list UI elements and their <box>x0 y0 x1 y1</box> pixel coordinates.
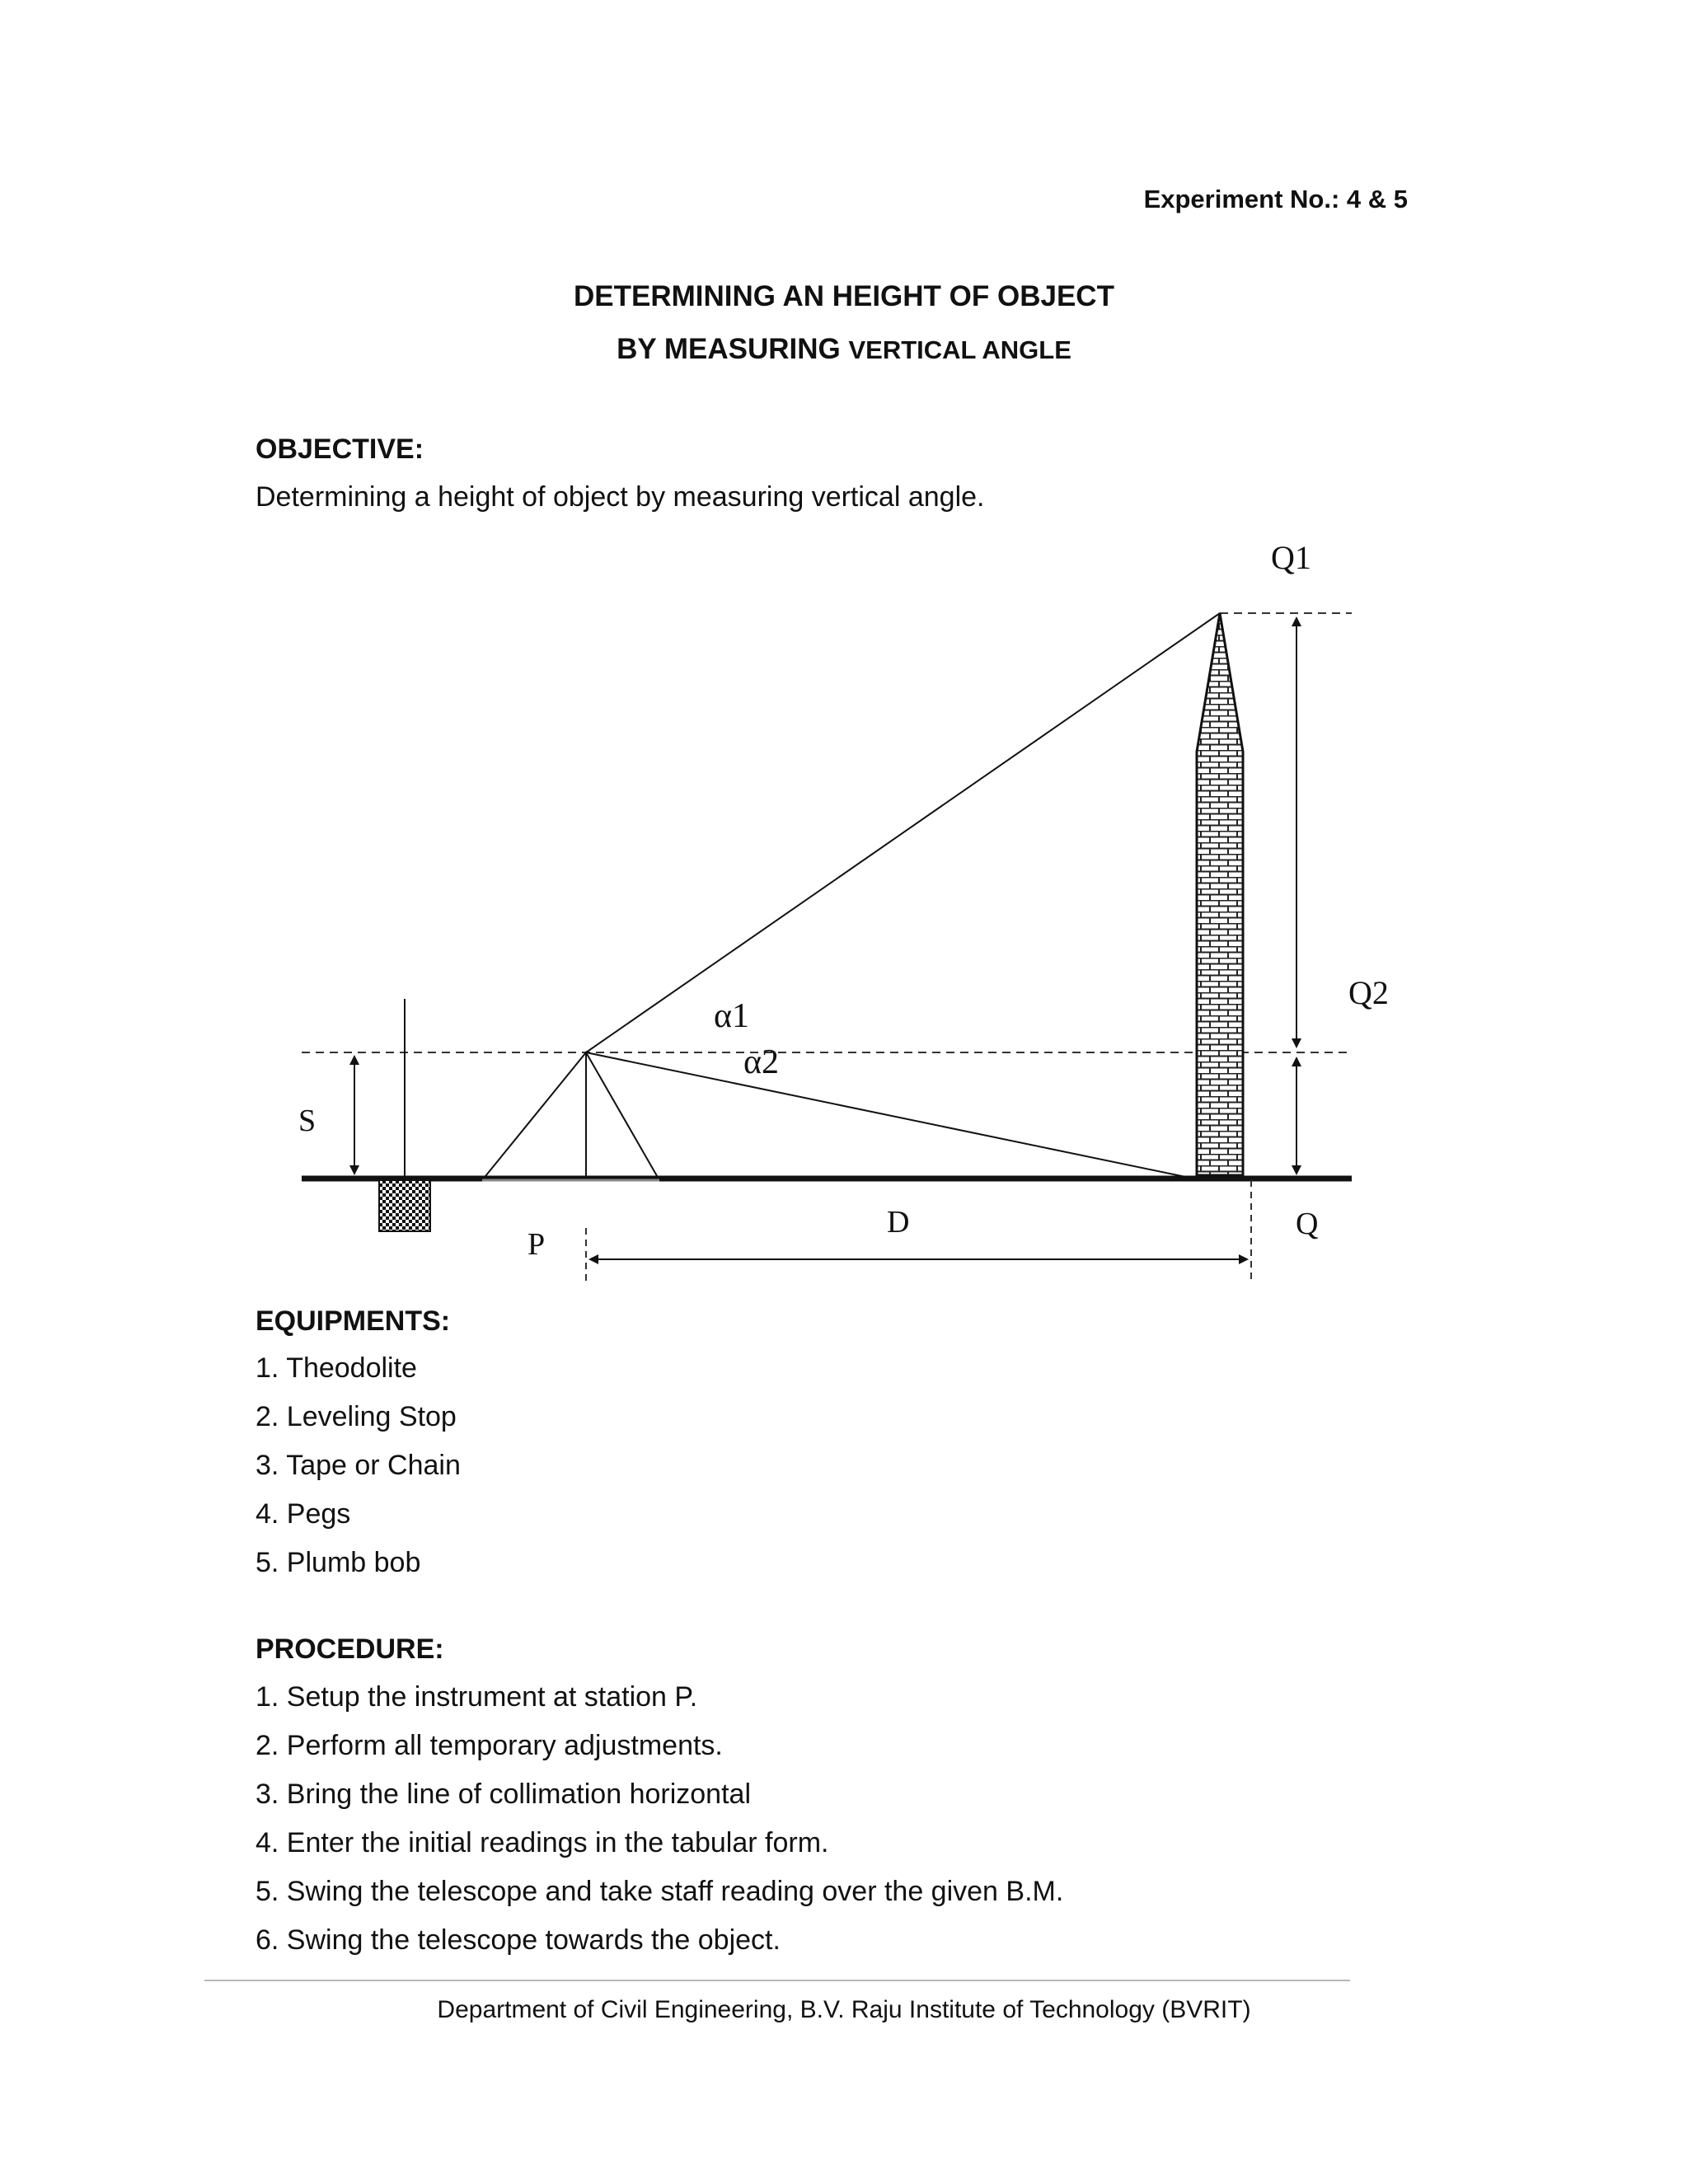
objective-text: Determining a height of object by measuring vertical angle. <box>256 481 985 513</box>
title-small-part: VERTICAL ANGLE <box>848 335 1071 364</box>
list-item: 5. Plumb bob <box>256 1547 421 1578</box>
list-item: 5. Swing the telescope and take staff reading over the given B.M. <box>256 1876 1064 1907</box>
procedure-heading: PROCEDURE: <box>256 1633 444 1665</box>
label-alpha2: α2 <box>743 1043 780 1081</box>
list-item: 3. Bring the line of collimation horizontal <box>256 1779 751 1810</box>
label-s: S <box>298 1104 316 1138</box>
footer-divider <box>204 1980 1350 1981</box>
list-item: 2. Leveling Stop <box>256 1401 457 1432</box>
title-bold-part: BY MEASURING <box>617 333 841 365</box>
list-item: 1. Theodolite <box>256 1352 417 1384</box>
list-item: 1. Setup the instrument at station P. <box>256 1681 698 1713</box>
sight-line-alpha2 <box>586 1052 1193 1179</box>
benchmark-block <box>379 1180 430 1231</box>
page-footer: Department of Civil Engineering, B.V. Raju Institute of Technology (BVRIT) <box>437 1996 1251 2023</box>
list-item: 3. Tape or Chain <box>256 1450 461 1481</box>
sight-line-alpha1 <box>586 613 1220 1052</box>
label-q2: Q2 <box>1348 974 1389 1011</box>
list-item: 4. Enter the initial readings in the tabular form. <box>256 1827 829 1858</box>
tripod <box>482 1052 659 1180</box>
list-item: 2. Perform all temporary adjustments. <box>256 1730 723 1761</box>
tower <box>1197 613 1243 1175</box>
page-title-line-1: DETERMINING AN HEIGHT OF OBJECT <box>574 280 1114 312</box>
objective-heading: OBJECTIVE: <box>256 434 424 465</box>
equipments-heading: EQUIPMENTS: <box>256 1305 451 1337</box>
label-q1: Q1 <box>1271 539 1311 576</box>
label-q: Q <box>1296 1207 1319 1241</box>
procedure-list <box>256 1673 1063 1965</box>
label-p: P <box>528 1227 546 1262</box>
experiment-number: Experiment No.: 4 & 5 <box>1143 185 1408 213</box>
list-item: 4. Pegs <box>256 1498 351 1530</box>
list-item: 6. Swing the telescope towards the object. <box>256 1924 781 1956</box>
equipments-list <box>256 1344 461 1587</box>
label-alpha1: α1 <box>714 997 750 1035</box>
label-d: D <box>887 1205 910 1240</box>
